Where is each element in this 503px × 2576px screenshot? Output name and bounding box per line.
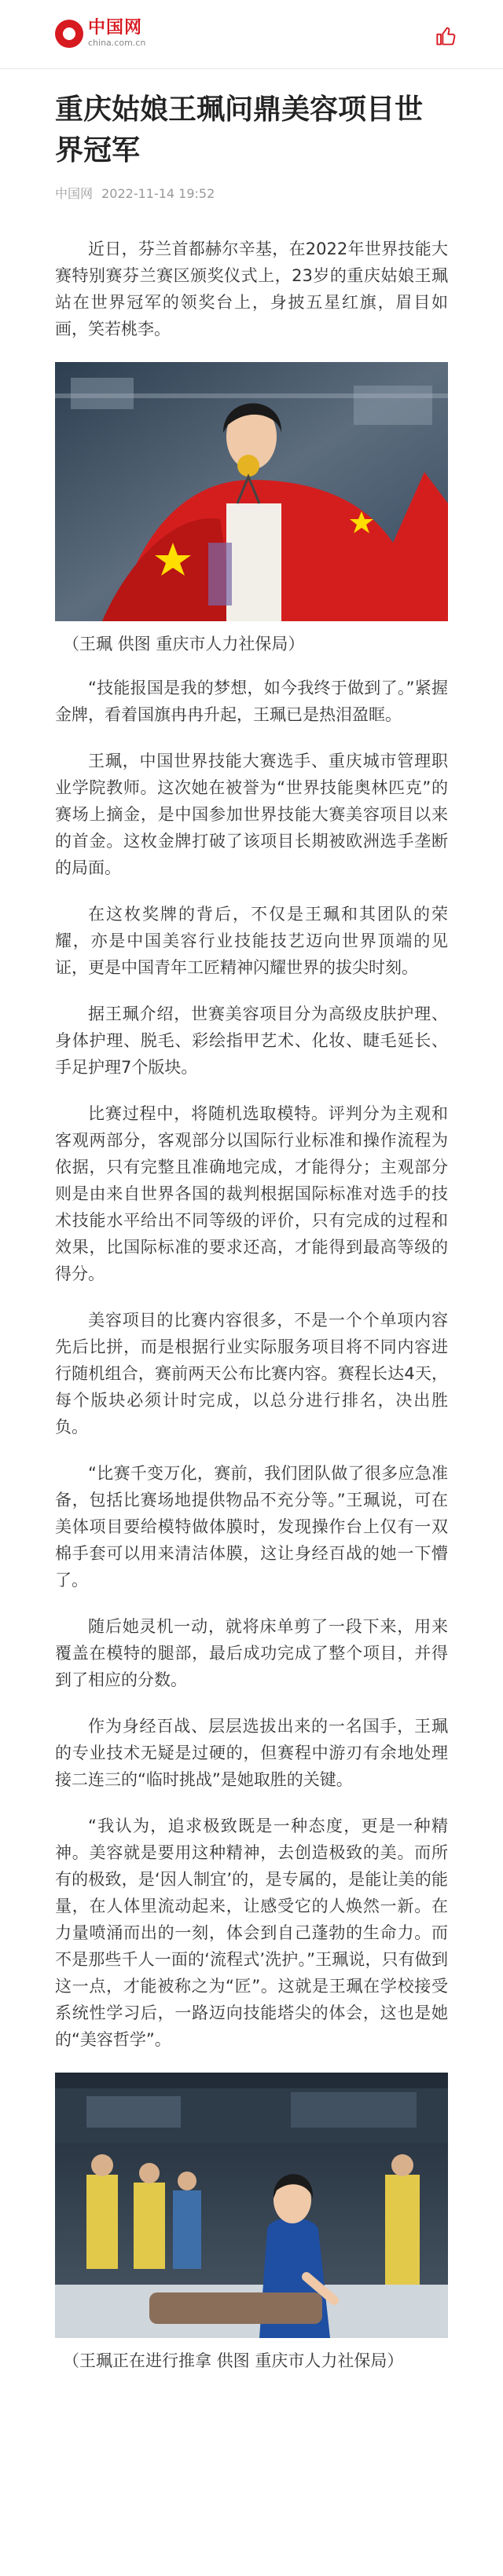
article-paragraph: 美容项目的比赛内容很多，不是一个个单项内容先后比拼，而是根据行业实际服务项目将不同内容进行随机组合，赛前两天公布比赛内容。赛程长达4天，每个版块必须计时完成，以总分进行排名，决出胜负。: [55, 1311, 448, 1436]
article: [0, 90, 503, 2374]
article-paragraph: 作为身经百战、层层选拔出来的一名国手，王珮的专业技术无疑是过硬的，但赛程中游刃有余地处理接二连三的“临时挑战”是她取胜的关键。: [55, 1717, 448, 1789]
competition-photo-image: [55, 2073, 448, 2338]
article-body-intro: [55, 236, 448, 342]
article-paragraph: 王珮，中国世界技能大赛选手、重庆城市管理职业学院教师。这次她在被誉为“世界技能奥林匹克”的赛场上摘金，是中国参加世界技能大赛美容项目以来的首金。这枚金牌打破了该项目长期被欧洲选手垄断的局面。: [55, 752, 448, 877]
logo-domain: china.com.cn: [88, 38, 146, 48]
site-header: [0, 0, 503, 69]
article-meta: [55, 185, 448, 203]
article-photo-competition: [55, 2073, 448, 2338]
article-paragraph: 随后她灵机一动，就将床单剪了一段下来，用来覆盖在模特的腿部，最后成功完成了整个项目，并得到了相应的分数。: [55, 1617, 448, 1689]
photo-caption-1: （王珮 供图 重庆市人力社保局）: [63, 635, 305, 653]
article-paragraph: 近日，芬兰首都赫尔辛基，在2022年世界技能大赛特别赛芬兰赛区颁奖仪式上，23岁的重庆姑娘王珮站在世界冠军的领奖台上，身披五星红旗，眉目如画，笑若桃李。: [55, 240, 448, 338]
article-title: 重庆姑娘王珮问鼎美容项目世界冠军: [55, 93, 424, 166]
article-paragraph: “比赛千变万化，赛前，我们团队做了很多应急准备，包括比赛场地提供物品不充分等。”王珮说，可在美体项目要给模特做体膜时，发现操作台上仅有一双棉手套可以用来清洁体膜，这让身经百战的她一下懵了。: [55, 1464, 448, 1590]
site-logo[interactable]: [55, 19, 145, 48]
article-paragraph: “我认为，追求极致既是一种态度，更是一种精神。美容就是要用这种精神，去创造极致的美。而所有的极致，是‘因人制宜’的，是专属的，是能让美的能量，在人体里流动起来，让感受它的人焕然一新。在力量喷涌而出的一刻，体会到自己蓬勃的生命力。而不是那些千人一面的‘流程式’洗护。”王珮说，只有做到这一点，才能被称之为“匠”。这就是王珮在学校接受系统性学习后，一路迈向技能塔尖的体会，这也是她的“美容哲学”。: [55, 1817, 448, 2049]
article-paragraph: “技能报国是我的梦想，如今我终于做到了。”紧握金牌，看着国旗冉冉升起，王珮已是热泪盈眶。: [55, 679, 448, 724]
article-photo-award: [55, 362, 448, 621]
article-source: 中国网: [55, 186, 94, 201]
article-body-main: [55, 675, 448, 2053]
photo-caption-2: （王珮正在进行推拿 供图 重庆市人力社保局）: [63, 2351, 404, 2370]
logo-c-icon: [55, 20, 83, 48]
article-paragraph: 在这枚奖牌的背后，不仅是王珮和其团队的荣耀，亦是中国美容行业技能技艺迈向世界顶端的见证，更是中国青年工匠精神闪耀世界的拔尖时刻。: [55, 905, 448, 977]
logo-name: 中国网: [88, 18, 143, 38]
article-paragraph: 比赛过程中，将随机选取模特。评判分为主观和客观两部分，客观部分以国际行业标准和操作流程为依据，只有完整且准确地完成，才能得分；主观部分则是由来自世界各国的裁判根据国际标准对选手的技术技能水平给出不同等级的评价，只有完成的过程和效果，比国际标准的要求还高，才能得到最高等级的得分。: [55, 1104, 448, 1283]
thumbs-up-icon[interactable]: [435, 25, 457, 47]
article-paragraph: 据王珮介绍，世赛美容项目分为高级皮肤护理、身体护理、脱毛、彩绘指甲艺术、化妆、睫毛延长、手足护理7个版块。: [55, 1004, 448, 1077]
award-photo-image: [55, 362, 448, 621]
article-datetime: 2022-11-14 19:52: [101, 186, 215, 201]
